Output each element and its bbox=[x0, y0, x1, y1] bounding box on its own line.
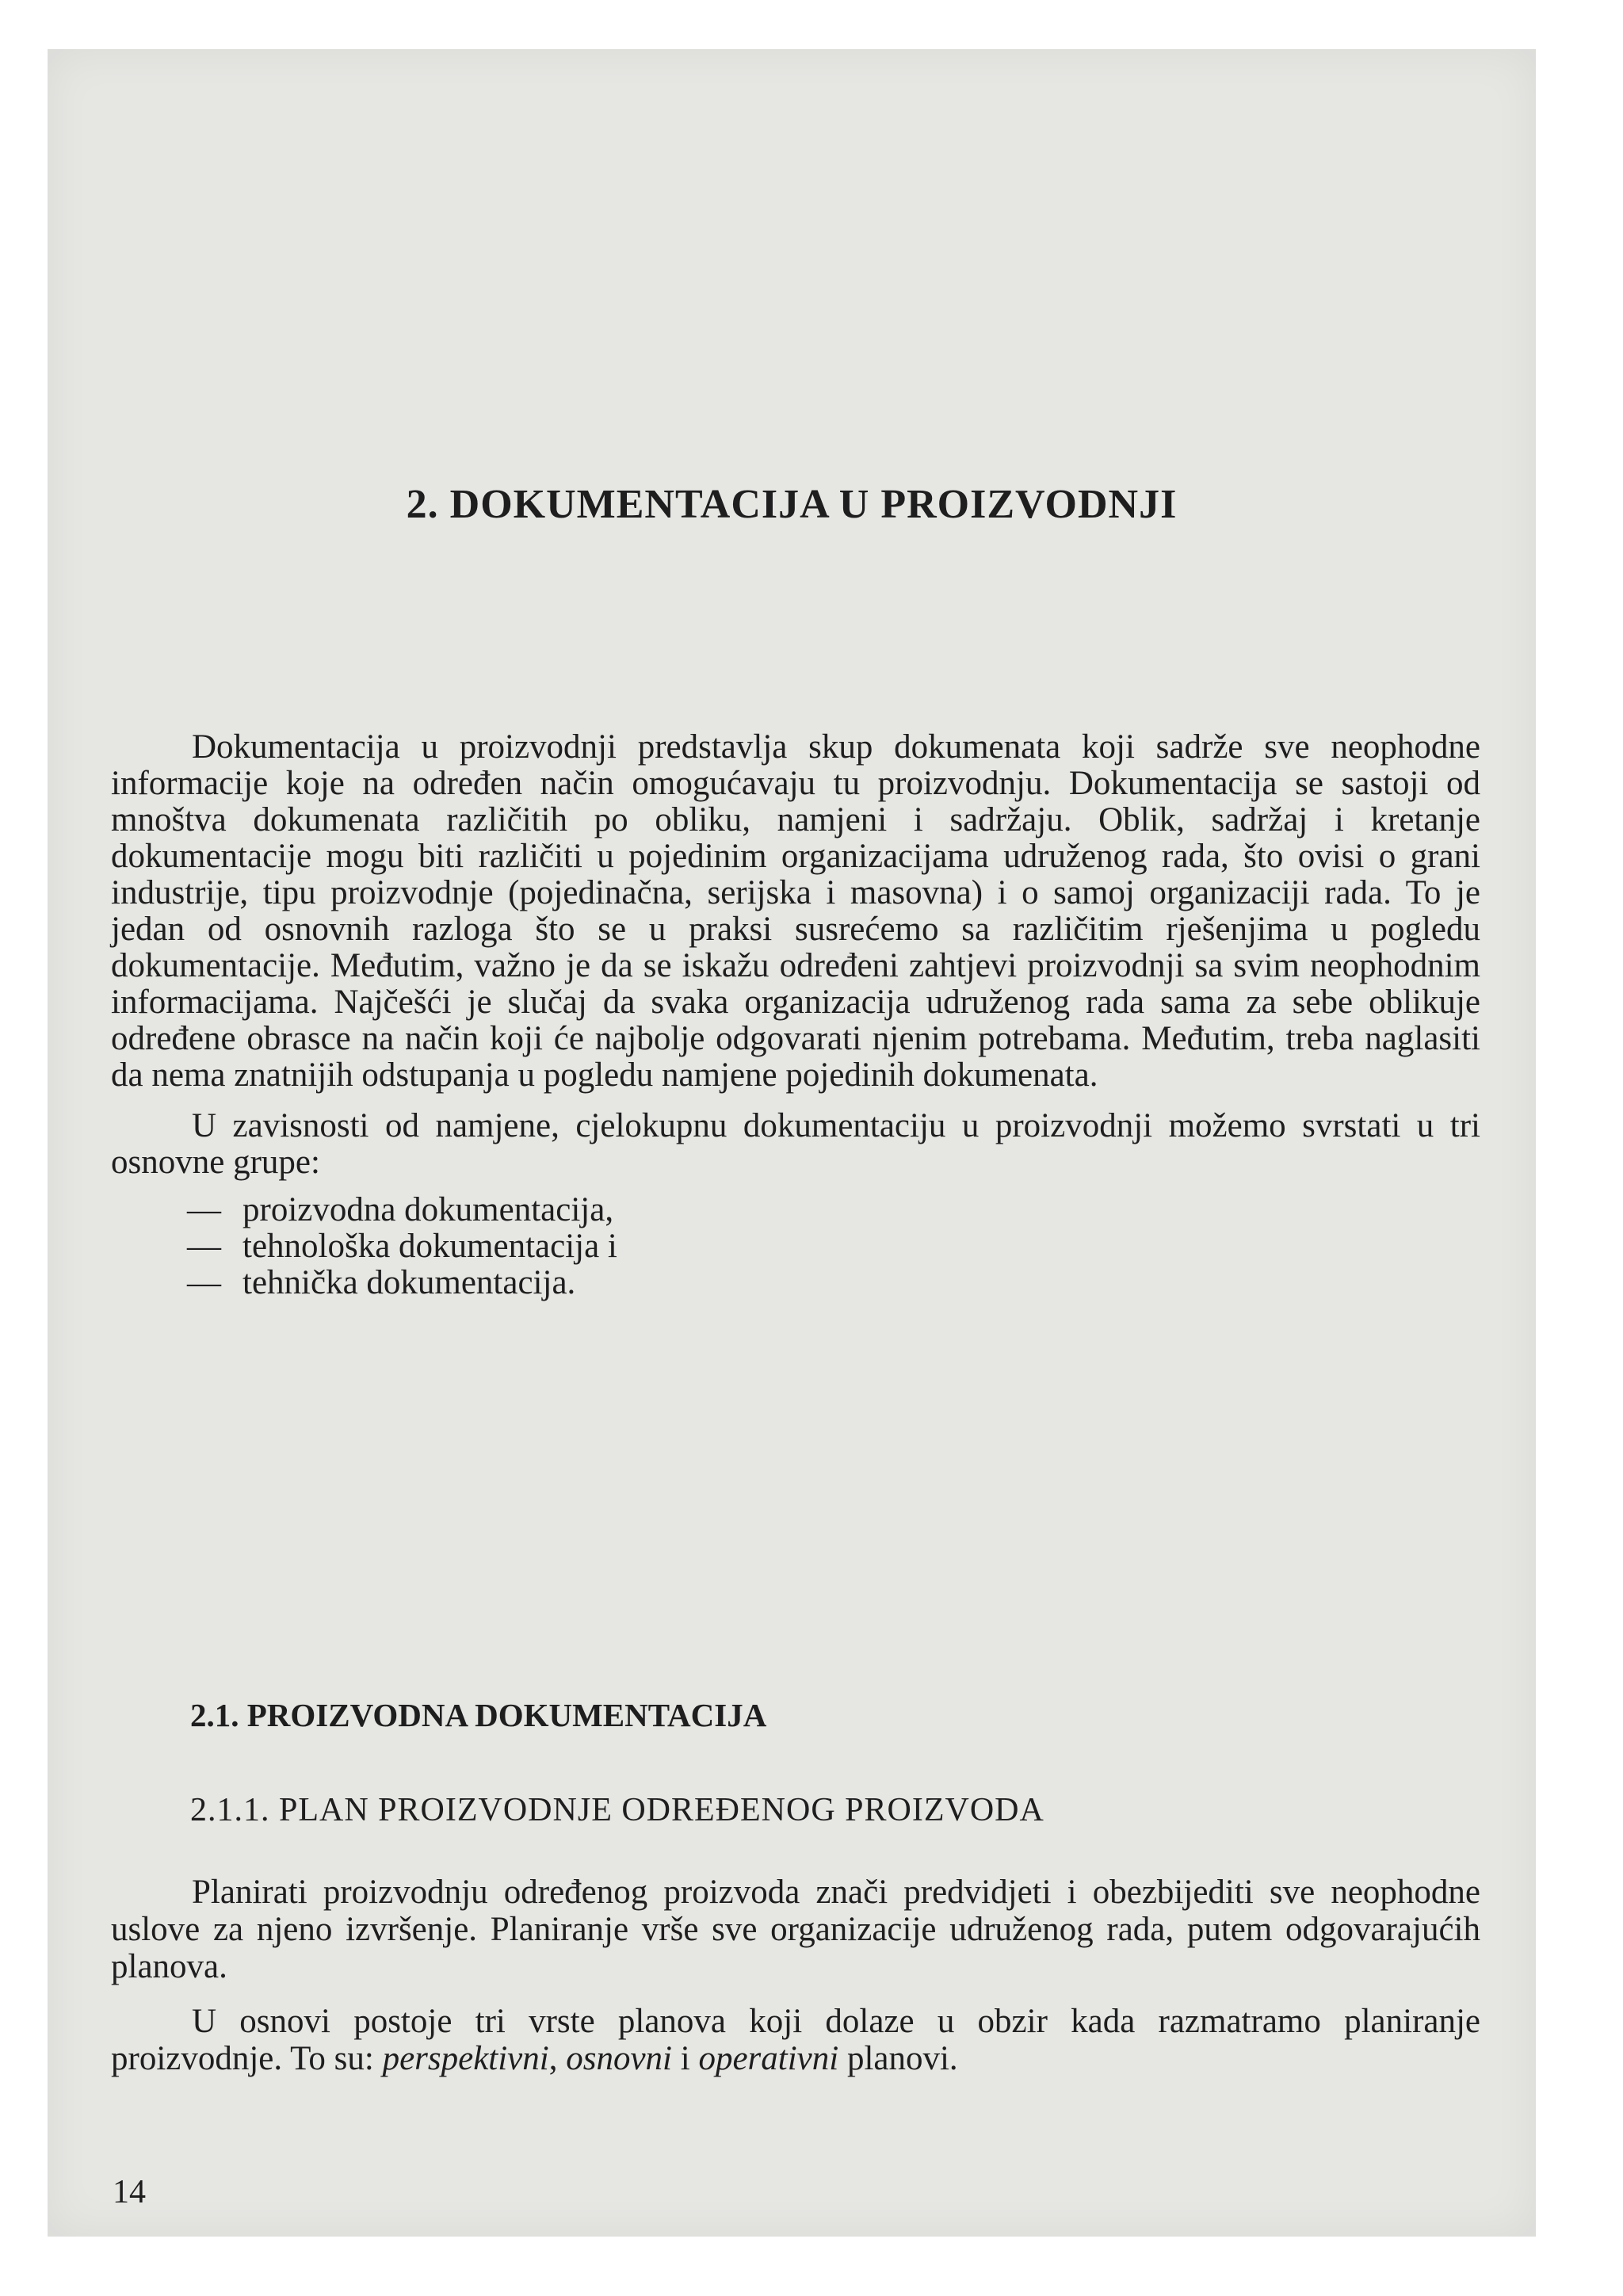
chapter-title: 2. DOKUMENTACIJA U PROIZVODNJI bbox=[406, 482, 1178, 527]
plan-types-intro: U osnovi postoje tri vrste planova koji dolaze u obzir kada razmatramo planiranje proizvodnje. To su: bbox=[111, 2003, 1480, 2077]
separator: , bbox=[548, 2040, 567, 2077]
book-page bbox=[48, 49, 1536, 2237]
dash-bullet: — bbox=[187, 1228, 221, 1265]
plan-type-basic: osnovni bbox=[566, 2040, 672, 2077]
list-item bbox=[187, 1192, 1480, 1228]
list-item-text: tehnološka dokumentacija i bbox=[242, 1228, 617, 1265]
page-number: 14 bbox=[113, 2174, 146, 2210]
chapter-body bbox=[111, 729, 1480, 1301]
section-title: 2.1. PROIZVODNA DOKUMENTACIJA bbox=[190, 1697, 767, 1733]
list-item bbox=[187, 1228, 1480, 1265]
dash-bullet: — bbox=[187, 1191, 221, 1228]
subsection-title: 2.1.1. PLAN PROIZVODNJE ODREĐENOG PROIZVODA bbox=[190, 1792, 1044, 1828]
planning-paragraph: Planirati proizvodnju određenog proizvoda znači predvidjeti i obezbijediti sve neophodne uslove za njeno izvršenje. Planiranje vrše sve organizacije udruženog rada, putem odgovarajućih planova. bbox=[111, 1874, 1480, 1985]
plan-type-operative: operativni bbox=[698, 2040, 839, 2077]
documentation-types-list bbox=[111, 1192, 1480, 1301]
intro-paragraph: Dokumentacija u proizvodnji predstavlja skup dokumenata koji sadrže sve neophodne informacije koje na određen način omogućavaju tu proizvodnju. Dokumentacija se sastoji od mnoštva dokumenata različitih po obliku, namjeni i sadržaju. Oblik, sadržaj i kretanje dokumentacije mogu biti različiti u pojedinim organizacijama udruženog rada, što ovisi o grani industrije, tipu proizvodnje (pojedinačna, serijska i masovna) i o samoj organizaciji rada. To je jedan od osnovnih razloga što se u praksi susrećemo sa različitim rješenjima u pogledu dokumentacije. Međutim, važno je da se iskažu određeni zahtjevi proizvodnji sa svim neophodnim informacijama. Najčešći je slučaj da svaka organizacija udruženog rada sama za sebe oblikuje određene obrasce na način koji će najbolje odgovarati njenim potrebama. Međutim, treba naglasiti da nema znatnijih odstupanja u pogledu namjene pojedinih dokumenata. bbox=[111, 728, 1480, 1094]
plan-types-paragraph bbox=[111, 2003, 1480, 2077]
separator: i bbox=[672, 2040, 699, 2077]
groups-paragraph: U zavisnosti od namjene, cjelokupnu dokumentaciju u proizvodnji možemo svrstati u tri osnovne grupe: bbox=[111, 1107, 1480, 1181]
dash-bullet: — bbox=[187, 1264, 221, 1301]
list-item-text: proizvodna dokumentacija, bbox=[242, 1191, 614, 1228]
plan-types-end: planovi. bbox=[838, 2040, 958, 2077]
section-body bbox=[111, 1874, 1480, 2077]
list-item-text: tehnička dokumentacija. bbox=[242, 1264, 576, 1301]
plan-type-perspective: perspektivni bbox=[382, 2040, 549, 2077]
list-item bbox=[187, 1265, 1480, 1301]
